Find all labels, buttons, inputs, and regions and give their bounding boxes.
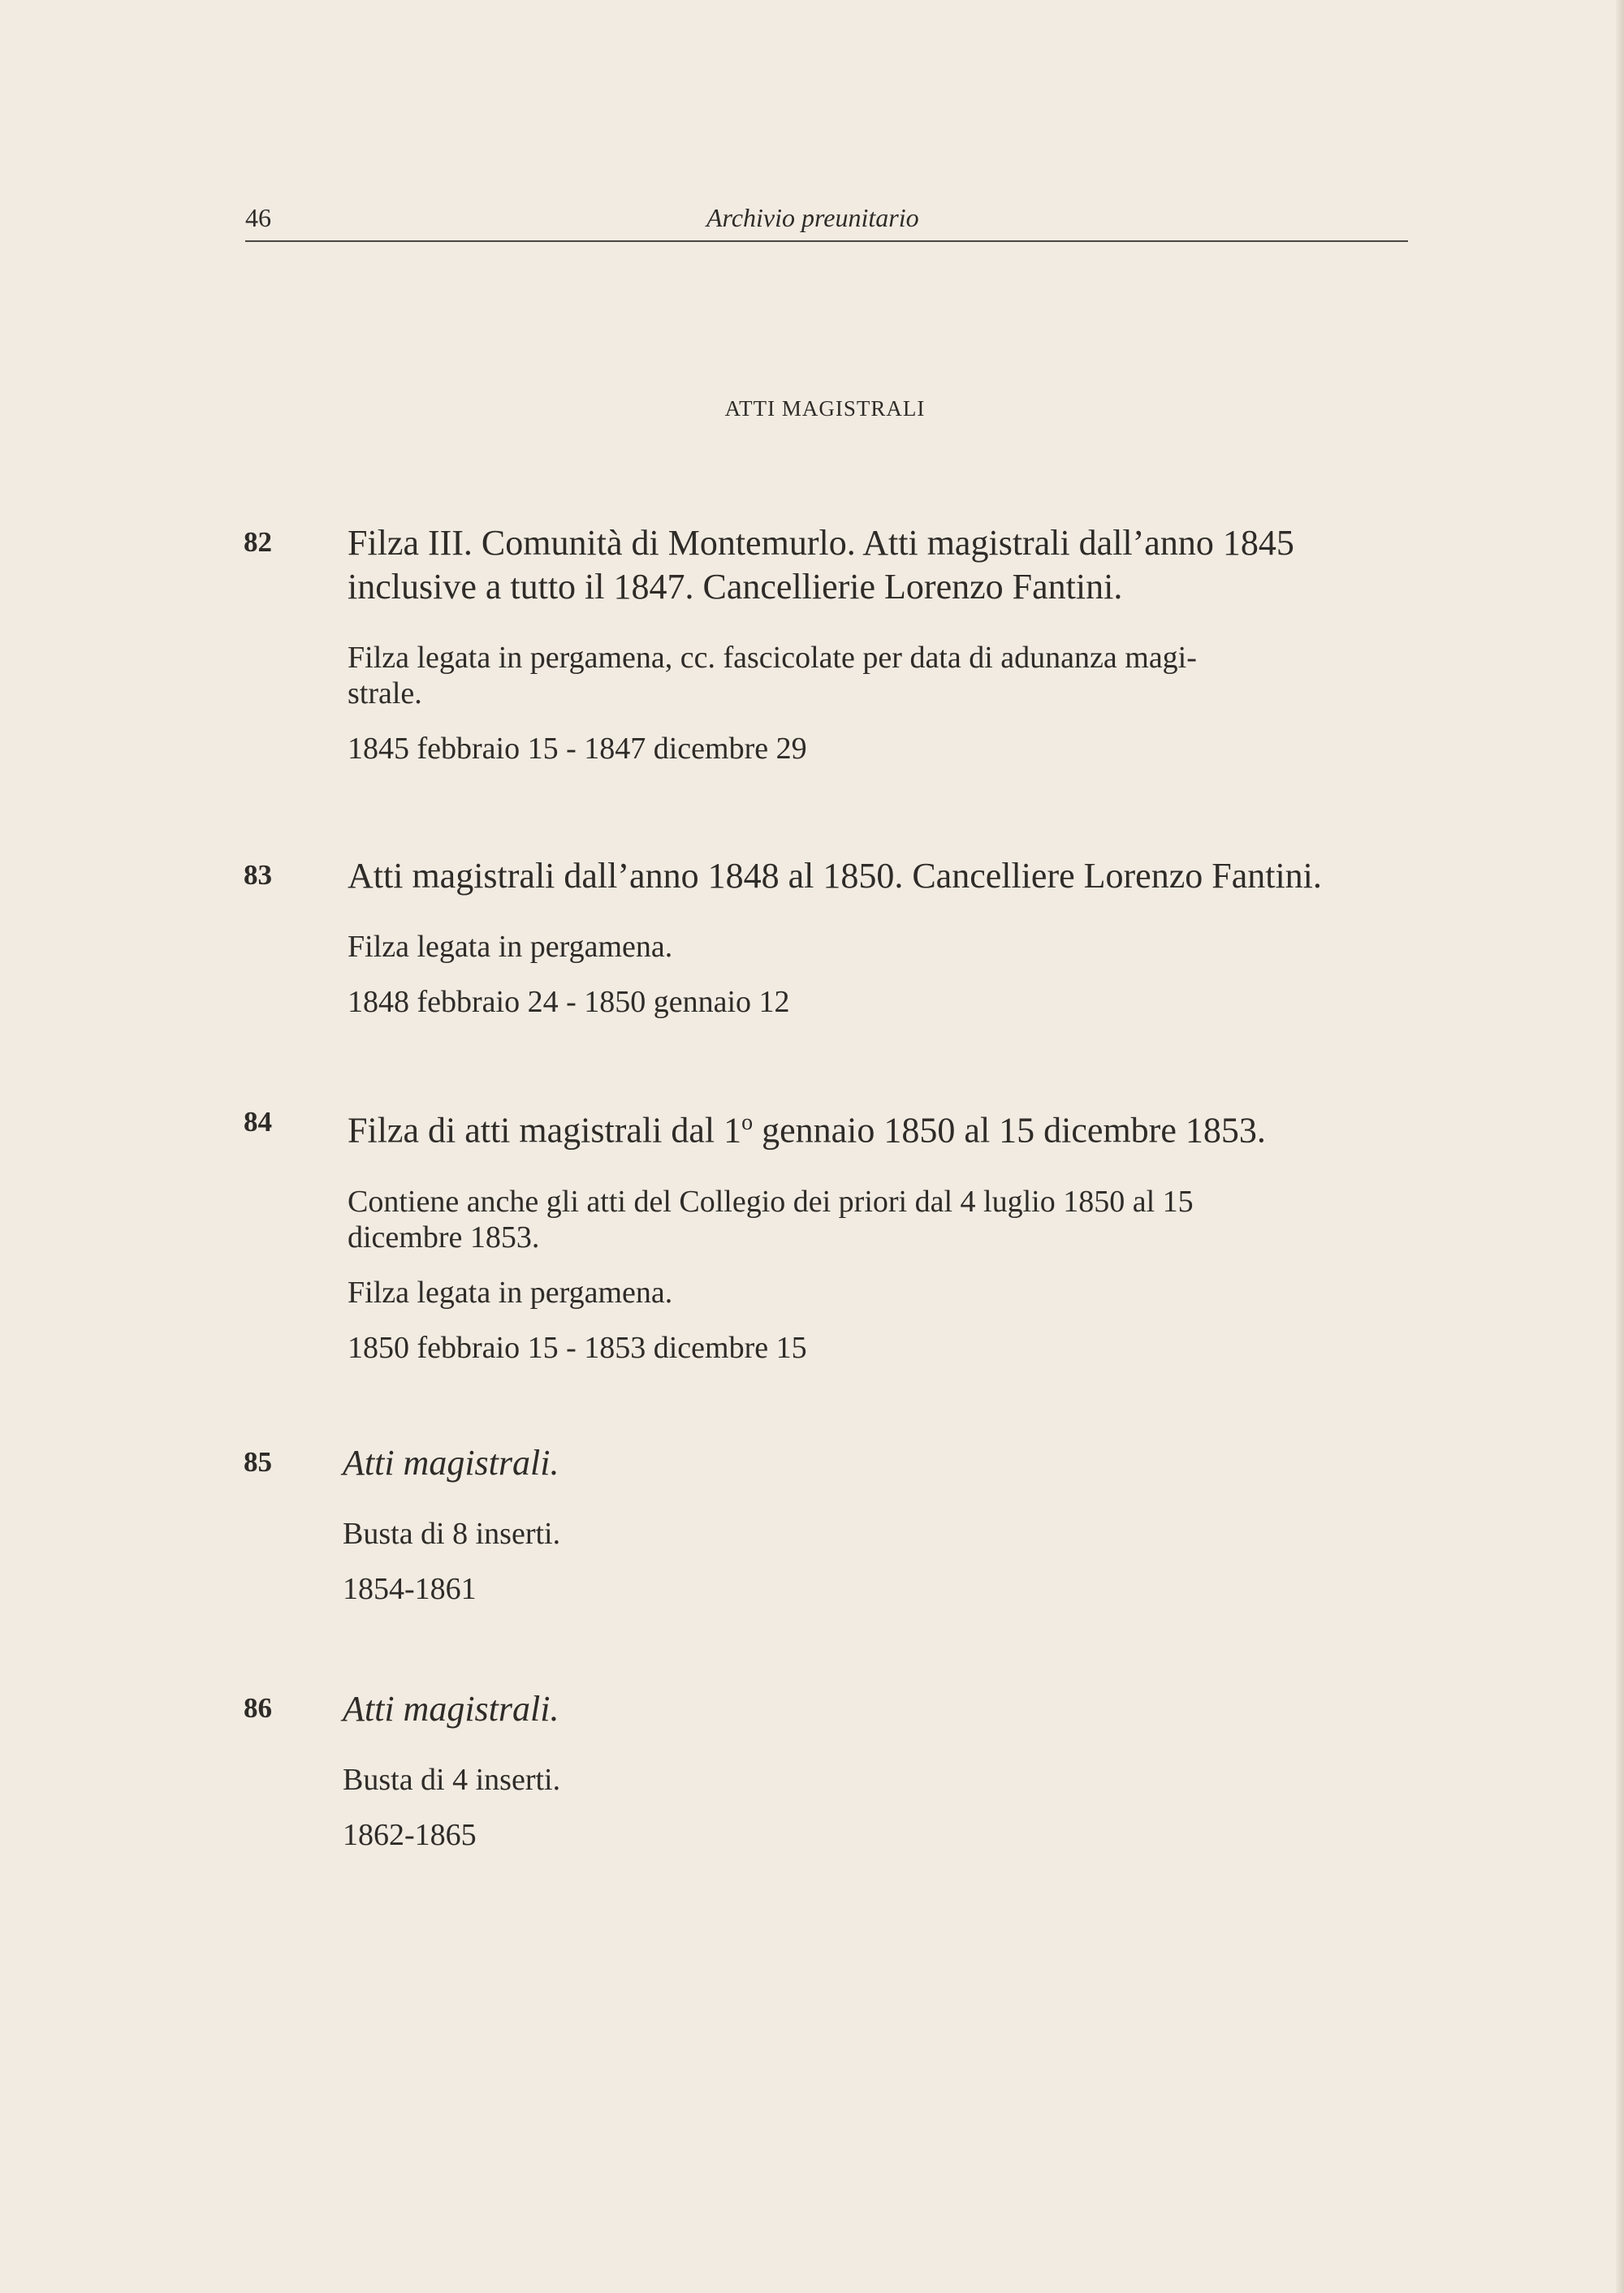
entry-note-line: dicembre 1853. <box>348 1220 540 1254</box>
section-title: ATTI MAGISTRALI <box>724 396 926 421</box>
entry-title <box>348 1101 1411 1153</box>
entry-note-line: Contiene anche gli atti del Collegio dei priori dal 4 luglio 1850 al 15 <box>348 1184 1194 1219</box>
entry-number: 85 <box>244 1446 272 1478</box>
entry-dates: 1850 febbraio 15 - 1853 dicembre 15 <box>348 1330 807 1365</box>
entry-description: Busta di 8 inserti. <box>343 1517 561 1551</box>
entry-number: 86 <box>244 1692 272 1724</box>
entry-content <box>343 1441 1406 1607</box>
ordinal-superscript: o <box>741 1110 754 1135</box>
entry-title: Atti magistrali. <box>343 1443 559 1483</box>
entry-title-part: gennaio 1850 al 15 dicembre 1853. <box>753 1110 1266 1151</box>
page-header <box>245 200 1408 242</box>
entry-description: Filza legata in pergamena. <box>348 930 673 964</box>
entry-description: Busta di 4 inserti. <box>343 1763 561 1797</box>
entry-description-line: Filza legata in pergamena, cc. fascicolate per data di adunanza magi- <box>348 641 1197 675</box>
entry-title: Atti magistrali. <box>343 1689 559 1729</box>
entry-number: 84 <box>244 1106 272 1138</box>
page-edge <box>1616 0 1624 2293</box>
entry-content <box>348 521 1411 766</box>
entry-title-line: Filza III. Comunità di Montemurlo. Atti magistrali dall’anno 1845 <box>348 523 1294 563</box>
entry-number: 83 <box>244 859 272 891</box>
entry-content <box>343 1687 1406 1853</box>
entry-dates: 1854-1861 <box>343 1572 477 1606</box>
page-number: 46 <box>245 203 271 232</box>
entry-description: Filza legata in pergamena. <box>348 1275 673 1310</box>
entry-number: 82 <box>244 526 272 558</box>
entry-title-line: inclusive a tutto il 1847. Cancellierie Lorenzo Fantini. <box>348 567 1123 607</box>
entry-content <box>348 854 1411 1020</box>
entry-dates: 1845 febbraio 15 - 1847 dicembre 29 <box>348 732 807 766</box>
entry-content <box>348 1101 1411 1366</box>
entry-title-part: Filza di atti magistrali dal 1 <box>348 1110 742 1151</box>
entry-dates: 1848 febbraio 24 - 1850 gennaio 12 <box>348 985 790 1019</box>
entry-dates: 1862-1865 <box>343 1818 477 1852</box>
entry-title: Atti magistrali dall’anno 1848 al 1850. Cancelliere Lorenzo Fantini. <box>348 856 1322 896</box>
entry-description-line: strale. <box>348 676 422 710</box>
running-title: Archivio preunitario <box>706 203 919 232</box>
